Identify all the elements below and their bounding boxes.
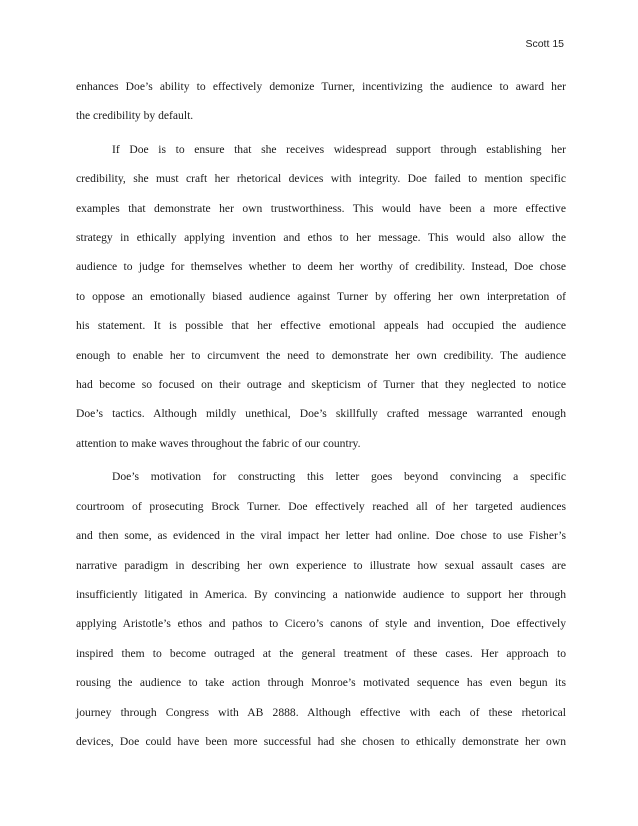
text-line: insufficiently litigated in America. By convincing a nationwide audience to support her through (76, 587, 566, 601)
page-header: Scott 15 (525, 38, 564, 50)
text-line: had become so focused on their outrage and skepticism of Turner that they neglected to notice (76, 378, 566, 392)
text-line: rousing the audience to take action through Monroe’s motivated sequence has even begun its (76, 676, 566, 690)
text-line: audience to judge for themselves whether to deem her worthy of credibility. Instead, Doe chose (76, 260, 566, 274)
paragraph-2 (76, 135, 566, 458)
text-line: enhances Doe’s ability to effectively demonize Turner, incentivizing the audience to award her (76, 80, 566, 93)
text-line: to oppose an emotionally biased audience against Turner by offering her own interpretation of (76, 289, 566, 303)
text-line: devices, Doe could have been more successful had she chosen to ethically demonstrate her own (76, 734, 566, 748)
text-line: his statement. It is possible that her effective emotional appeals had occupied the audience (76, 319, 566, 333)
text-line: If Doe is to ensure that she receives widespread support through establishing her (112, 142, 566, 156)
text-line: courtroom of prosecuting Brock Turner. Doe effectively reached all of her targeted audiences (76, 499, 566, 513)
text-line: enough to enable her to circumvent the need to demonstrate her own credibility. The audience (76, 348, 566, 362)
document-body (76, 72, 566, 760)
text-line: applying Aristotle’s ethos and pathos to Cicero’s canons of style and invention, Doe effectively (76, 617, 566, 631)
text-line: narrative paradigm in describing her own experience to illustrate how sexual assault cases are (76, 558, 566, 572)
text-line: examples that demonstrate her own trustworthiness. This would have been a more effective (76, 201, 566, 215)
text-line: journey through Congress with AB 2888. Although effective with each of these rhetorical (76, 705, 566, 719)
text-line: and then some, as evidenced in the viral impact her letter had online. Doe chose to use Fisher’s (76, 529, 566, 543)
text-line: Doe’s motivation for constructing this letter goes beyond convincing a specific (112, 470, 566, 484)
text-line: inspired them to become outraged at the general treatment of these cases. Her approach to (76, 646, 566, 660)
paragraph-1 (76, 72, 566, 131)
text-line: attention to make waves throughout the fabric of our country. (76, 436, 361, 450)
text-line: strategy in ethically applying invention and ethos to her message. This would also allow the (76, 231, 566, 245)
text-line: Doe’s tactics. Although mildly unethical, Doe’s skillfully crafted message warranted enough (76, 407, 566, 421)
text-line: credibility, she must craft her rhetorical devices with integrity. Doe failed to mention specific (76, 172, 566, 186)
text-line: the credibility by default. (76, 109, 194, 123)
paragraph-3 (76, 462, 566, 756)
